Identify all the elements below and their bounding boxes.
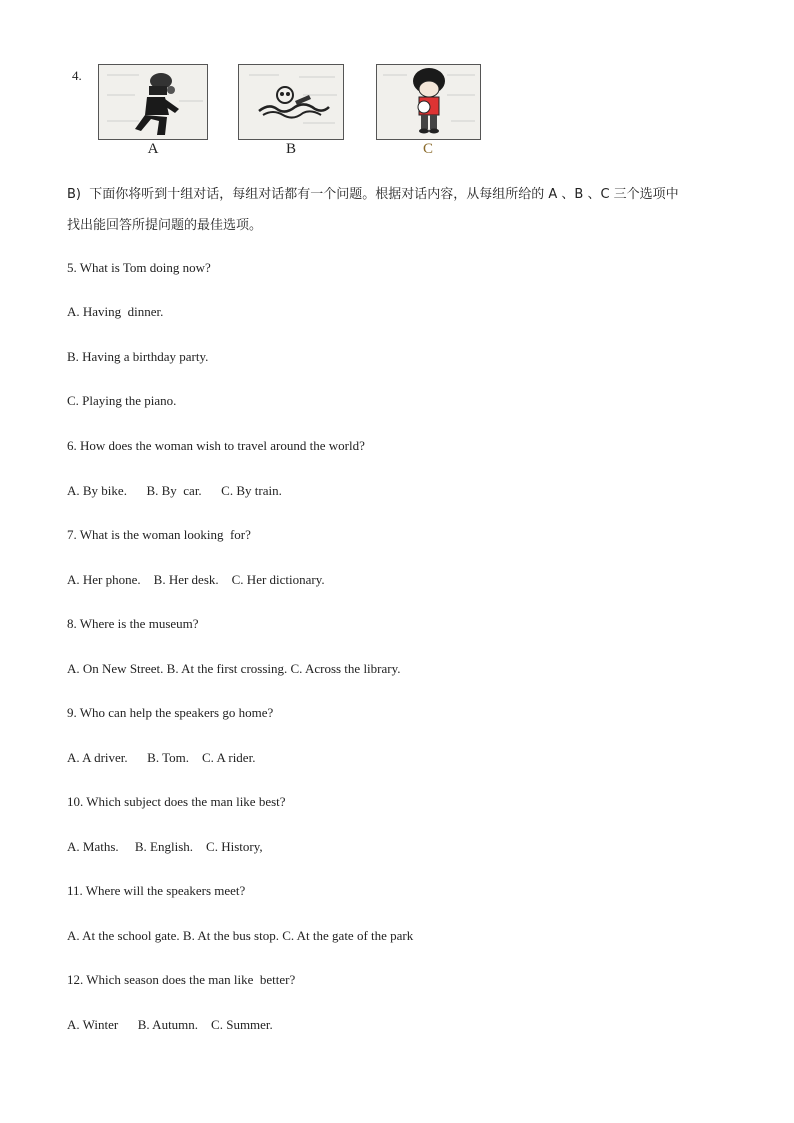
question-5-option-c: C. Playing the piano. — [67, 393, 177, 408]
man-with-camera-icon — [99, 65, 207, 139]
section-b-instruction-cont: 找出能回答所提问题的最佳选项。 — [67, 218, 263, 233]
question-11: 11. Where will the speakers meet? — [67, 883, 246, 898]
question-12-options: A. Winter B. Autumn. C. Summer. — [67, 1017, 273, 1032]
question-5-option-b: B. Having a birthday party. — [67, 349, 209, 364]
question-12: 12. Which season does the man like better? — [67, 972, 296, 987]
question-5: 5. What is Tom doing now? — [67, 260, 211, 275]
question-9: 9. Who can help the speakers go home? — [67, 705, 274, 720]
question-4-number: 4. — [72, 68, 82, 83]
option-a-label: A — [147, 141, 159, 157]
question-9-options: A. A driver. B. Tom. C. A rider. — [67, 750, 256, 765]
question-7: 7. What is the woman looking for? — [67, 527, 251, 542]
question-7-options: A. Her phone. B. Her desk. C. Her dictionary. — [67, 572, 325, 587]
option-c-image — [376, 64, 481, 140]
question-8-options: A. On New Street. B. At the first crossing. C. Across the library. — [67, 661, 401, 676]
option-b-label: B — [285, 141, 296, 157]
question-8: 8. Where is the museum? — [67, 616, 199, 631]
question-10-options: A. Maths. B. English. C. History, — [67, 839, 263, 854]
section-b-instruction: B) 下面你将听到十组对话，每组对话都有一个问题。根据对话内容，从每组所给的 A 、B 、C 三个选项中 — [67, 187, 679, 202]
question-6-options: A. By bike. B. By car. C. By train. — [67, 483, 282, 498]
question-6: 6. How does the woman wish to travel around the world? — [67, 438, 365, 453]
question-10: 10. Which subject does the man like best? — [67, 794, 286, 809]
option-a-image — [98, 64, 208, 140]
swimmer-icon — [239, 65, 343, 139]
question-5-option-a: A. Having dinner. — [67, 304, 164, 319]
option-c-label: C — [422, 141, 433, 157]
option-b-image — [238, 64, 344, 140]
question-11-options: A. At the school gate. B. At the bus stop. C. At the gate of the park — [67, 928, 414, 943]
boy-with-football-icon — [377, 65, 480, 139]
